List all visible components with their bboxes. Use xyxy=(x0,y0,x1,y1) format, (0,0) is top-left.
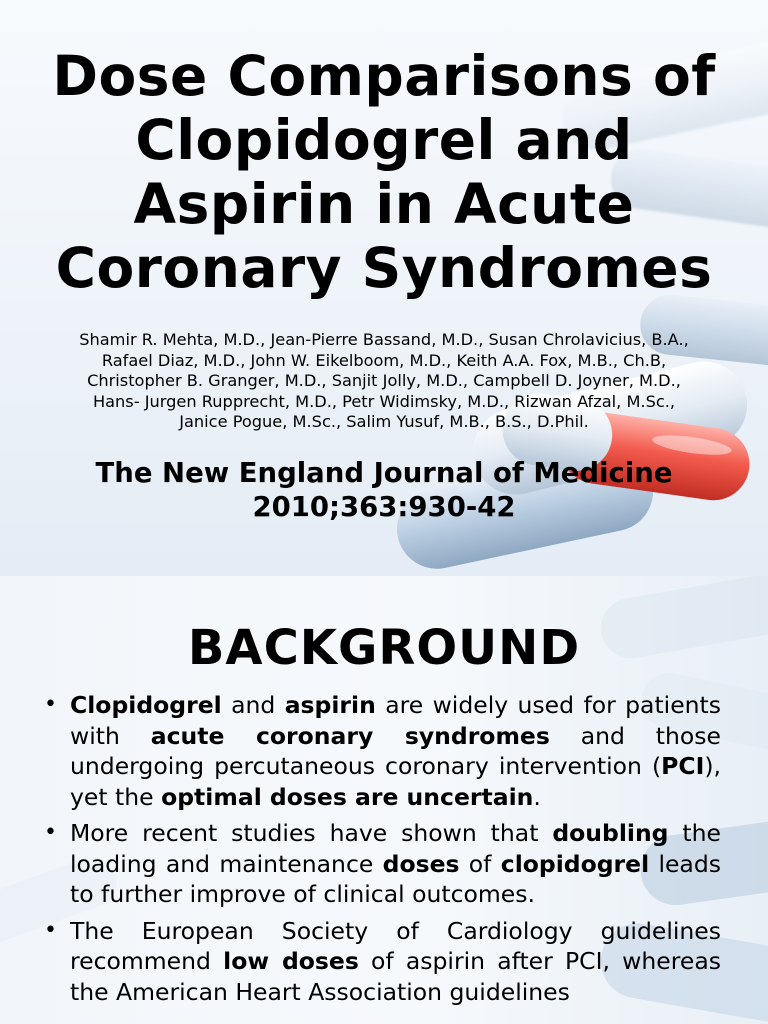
text-run: and xyxy=(221,691,285,719)
bullet-text xyxy=(70,819,721,908)
presentation-title xyxy=(20,44,748,300)
author-line: Hans- Jurgen Rupprecht, M.D., Petr Widimsky, M.D., Rizwan Afzal, M.Sc., xyxy=(92,391,676,411)
bullet-text xyxy=(70,917,721,1006)
author-line: Janice Pogue, M.Sc., Salim Yusuf, M.B., B.S., D.Phil. xyxy=(179,412,589,431)
text-run: ), yet the xyxy=(70,752,721,811)
bold-term: Clopidogrel xyxy=(70,691,222,719)
background-slide xyxy=(0,576,768,1024)
bold-term: doses xyxy=(382,849,460,878)
journal-citation: 2010;363:930-42 xyxy=(252,491,516,523)
bullet-item xyxy=(0,690,721,812)
bold-term: low doses xyxy=(223,947,359,975)
text-run: leads to further improve of clinical outcomes. xyxy=(70,849,721,908)
bold-term: clopidogrel xyxy=(500,849,650,878)
bold-term: optimal doses are uncertain xyxy=(161,782,534,811)
title-line: Dose Comparisons of xyxy=(52,44,716,108)
author-list xyxy=(16,330,752,433)
text-run: The European Society of Cardiology guidelines recommend xyxy=(70,916,721,975)
bullet-icon: • xyxy=(44,692,57,717)
author-line: Rafael Diaz, M.D., John W. Eikelboom, M.D., Keith A.A. Fox, M.B., Ch.B, xyxy=(101,350,667,370)
text-run: and those undergoing percutaneous coronary intervention ( xyxy=(70,721,721,780)
text-run: of aspirin after PCI, whereas the American Heart Association guidelines xyxy=(70,947,721,1006)
author-line: Shamir R. Mehta, M.D., Jean-Pierre Bassand, M.D., Susan Chrolavicius, B.A., xyxy=(79,330,689,349)
bold-term: PCI xyxy=(661,752,705,780)
title-line: Aspirin in Acute xyxy=(133,172,635,236)
bold-term: acute coronary syndromes xyxy=(150,721,550,750)
bold-term: doubling xyxy=(552,819,669,847)
journal-reference xyxy=(20,456,748,524)
text-run: . xyxy=(533,782,541,811)
background-bullet-list xyxy=(0,690,768,1013)
bullet-item xyxy=(0,916,721,1008)
bullet-text xyxy=(70,691,721,811)
section-heading: BACKGROUND xyxy=(187,620,581,676)
bullet-icon: • xyxy=(44,917,57,943)
bold-term: aspirin xyxy=(284,691,376,719)
journal-name: The New England Journal of Medicine xyxy=(95,457,673,489)
text-run: More recent studies have shown that xyxy=(70,819,553,847)
author-line: Christopher B. Granger, M.D., Sanjit Jolly, M.D., Campbell D. Joyner, M.D., xyxy=(87,371,681,390)
text-run: of xyxy=(459,849,501,878)
bullet-icon: • xyxy=(44,820,57,845)
text-run: the loading and maintenance xyxy=(70,819,721,878)
title-line: Clopidogrel and xyxy=(135,108,633,172)
bullet-item xyxy=(0,818,721,910)
title-line: Coronary Syndromes xyxy=(55,236,713,300)
text-run: are widely used for patients with xyxy=(70,691,722,750)
